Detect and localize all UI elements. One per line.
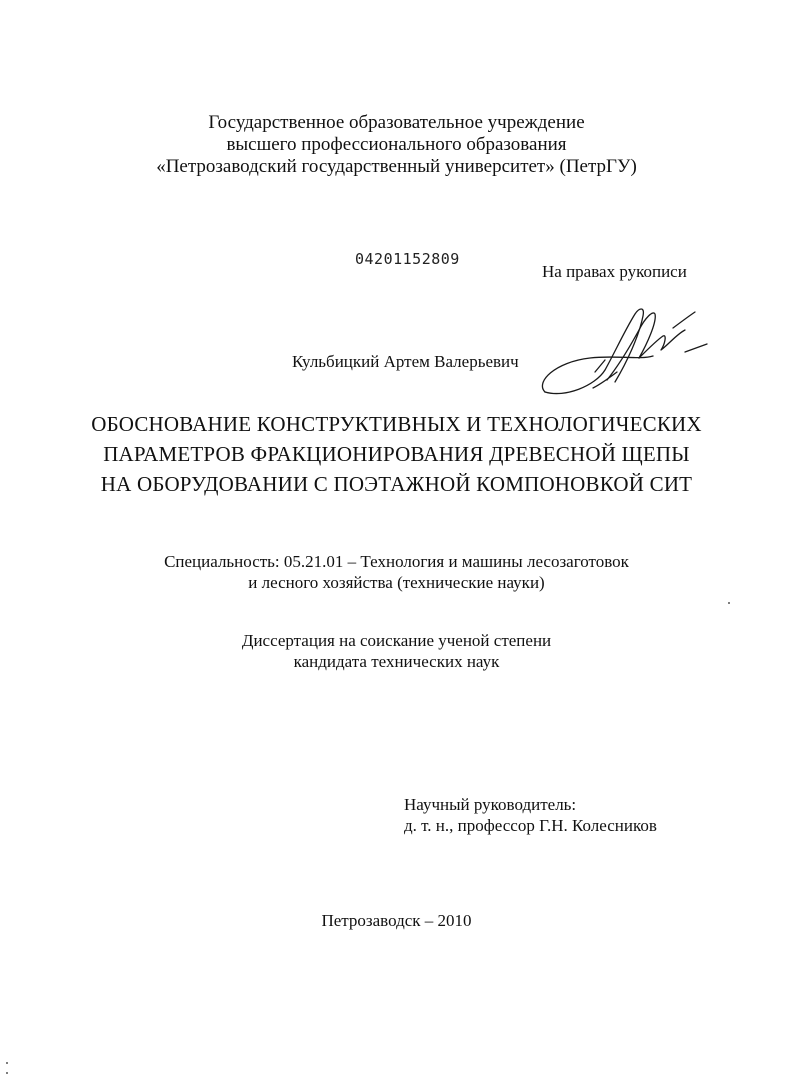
- supervisor-label: Научный руководитель:: [404, 795, 577, 814]
- specialty-line-1: Специальность: 05.21.01 – Технология и машины лесозаготовок: [164, 552, 629, 571]
- institution-line-2: высшего профессионального образования: [226, 134, 567, 155]
- scan-speck: [6, 1062, 8, 1064]
- scan-speck: [728, 602, 730, 604]
- degree-block: [0, 630, 793, 672]
- signature-image: [535, 300, 715, 410]
- institution-line-3: «Петрозаводский государственный университет» (ПетрГУ): [156, 156, 637, 177]
- supervisor-name: д. т. н., профессор Г.Н. Колесников: [404, 816, 657, 835]
- scan-speck: [6, 1072, 8, 1074]
- title-line-3: НА ОБОРУДОВАНИИ С ПОЭТАЖНОЙ КОМПОНОВКОЙ СИТ: [100, 472, 693, 496]
- supervisor-block: [404, 794, 657, 836]
- institution-line-1: Государственное образовательное учреждение: [208, 112, 585, 133]
- rights-note: На правах рукописи: [542, 262, 687, 281]
- title-line-1: ОБОСНОВАНИЕ КОНСТРУКТИВНЫХ И ТЕХНОЛОГИЧЕСКИХ: [91, 412, 702, 436]
- degree-line-1: Диссертация на соискание ученой степени: [241, 631, 552, 650]
- degree-line-2: кандидата технических наук: [293, 652, 500, 671]
- institution-block: [0, 112, 793, 178]
- inventory-number-stamp: 04201152809: [355, 250, 460, 268]
- specialty-line-2: и лесного хозяйства (технические науки): [248, 573, 545, 592]
- city-year: Петрозаводск – 2010: [321, 911, 472, 930]
- author-name: Кульбицкий Артем Валерьевич: [292, 352, 519, 371]
- dissertation-title: [0, 409, 793, 499]
- specialty-block: [0, 551, 793, 593]
- title-line-2: ПАРАМЕТРОВ ФРАКЦИОНИРОВАНИЯ ДРЕВЕСНОЙ ЩЕПЫ: [103, 442, 690, 466]
